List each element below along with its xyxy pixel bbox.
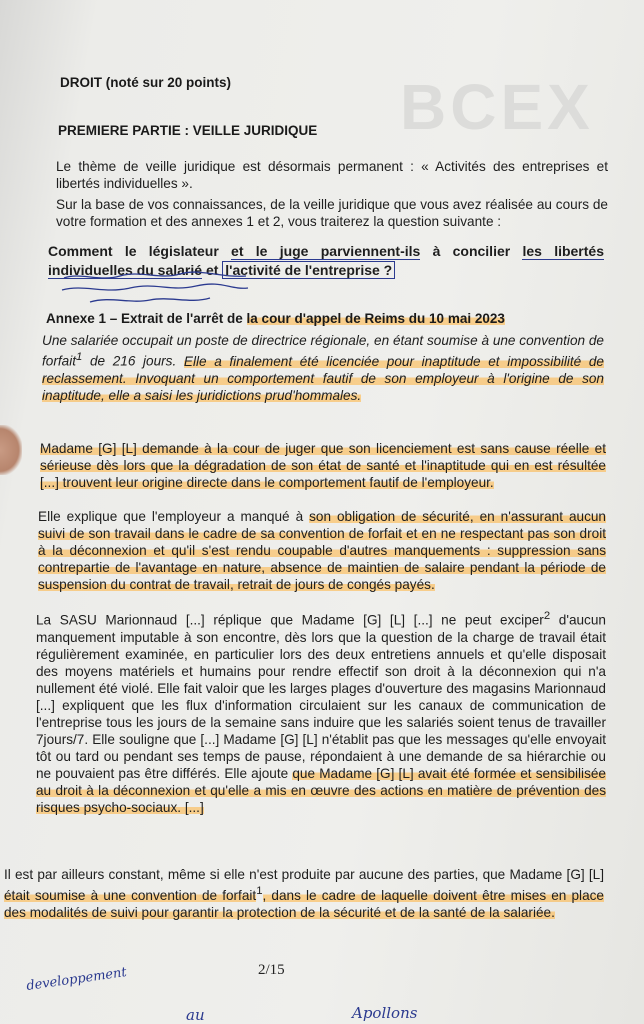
annex-label: Annexe 1 – Extrait de l'arrêt de bbox=[46, 311, 247, 326]
paragraph-replique-a: La SASU Marionnaud [...] réplique que Madame [G] [L] [...] ne peut exciper bbox=[36, 612, 544, 628]
question-part-c: à concilier bbox=[420, 243, 523, 259]
paragraph-replique bbox=[36, 608, 606, 816]
footnote-ref-1b: 1 bbox=[256, 885, 263, 897]
handwritten-note-left: developpement bbox=[25, 965, 128, 994]
footnote-ref-1: 1 bbox=[76, 351, 83, 363]
paragraph-replique-b: d'aucun manquement imputable à son encontre, dès lors que la question de la charge de travail était régulièrement examinée, en particulier lors des deux entretiens annuels et qu'elle disposait des moyens matériels et humains pour rendre effectif son droit à la déconnexion qui n'a nullement été violé. Elle fait valoir que les larges plages d'ouverture des magasins Marionnaud [...] expliquent que les flux d'information circulaient sur les canaux de communication de l'entreprise tous les jours de la semaine sans induire que les salariés soient tenus de travailler 7jours/7. Elle souligne que [...] Madame [G] [L] n'établit pas que les messages qu'elle envoyait tôt ou tard ou pendant ses temps de pause, répondaient à une demande de sa hiérarchie ou ne pouvaient pas être différés. Elle ajoute bbox=[36, 612, 606, 781]
intro-paragraph-1: Le thème de veille juridique est désormais permanent : « Activités des entreprises et libertés individuelles ». bbox=[56, 159, 608, 191]
page-number: 2/15 bbox=[258, 962, 285, 978]
paragraph-explique-b: son obligation de sécurité, en n'assurant aucun suivi de son travail dans le cadre de sa convention de forfait et en ne respectant pas son droit à la déconnexion et qu'il s'est rendu coupable d'autres manquements : suppression sans contrepartie de l'avantage en nature, absence de maintien de salaire pendant la période de suspension du contrat de travail, retrait de jours de congés payés. bbox=[38, 509, 606, 592]
thumb-shadow bbox=[0, 425, 22, 475]
paragraph-replique-c: que Madame [G] [L] avait été formée et sensibilisée au droit à la déconnexion et qu'elle a mis en œuvre des actions en matière de prévention des risques psycho-sociaux. [...] bbox=[36, 765, 606, 815]
paragraph-constant-c: , dans le cadre de laquelle doivent être mises en place des modalités de suivi pour garantir la protection de la sécurité et de la santé de la salariée. bbox=[4, 887, 604, 920]
summary-c: Elle a finalement été licenciée pour inaptitude et impossibilité de reclassement. Invoquant un comportement fautif de son employeur à l'origine de son inaptitude, elle a saisi les juridictions prud'hommales. bbox=[42, 353, 604, 403]
paragraph-constant-a: Il est par ailleurs constant, même si elle n'est produite par aucune des parties, que Madame [G] [L] bbox=[4, 867, 604, 882]
paragraph-constant bbox=[4, 866, 604, 921]
paragraph-demande bbox=[40, 440, 606, 491]
question-part-d: les libertés individuelles du salarié bbox=[48, 243, 604, 278]
summary-a: Une salariée occupait un poste de directrice régionale, en étant soumise à une convention de forfait bbox=[42, 333, 604, 369]
summary-b: de 216 jours. bbox=[82, 353, 184, 369]
paragraph-constant-b: était soumise à une convention de forfait bbox=[4, 887, 257, 903]
paragraph-explique-a: Elle explique que l'employeur a manqué à bbox=[38, 509, 310, 524]
intro-paragraph-2: Sur la base de vos connaissances, de la veille juridique que vous avez réalisée au cours de votre formation et des annexes 1 et 2, vous traiterez la question suivante : bbox=[56, 197, 608, 229]
watermark-logo: BCEX bbox=[400, 71, 594, 143]
section-title: DROIT (noté sur 20 points) bbox=[60, 75, 232, 90]
part-title: PREMIERE PARTIE : VEILLE JURIDIQUE bbox=[58, 123, 318, 138]
question-part-e: et bbox=[202, 262, 223, 278]
handwritten-note-bottom-mid: au bbox=[186, 1006, 205, 1024]
annex-label-highlight: la cour d'appel de Reims du 10 mai 2023 bbox=[246, 311, 505, 326]
question-part-f: l'activité de l'entreprise ? bbox=[222, 261, 395, 279]
question-part-a: Comment le législateur bbox=[48, 243, 232, 259]
paragraph-demande-text: Madame [G] [L] demande à la cour de juger que son licenciement est sans cause réelle et sérieuse dès lors que la dégradation de son état de santé et l'inaptitude qui en est résultée [...] trouvent leur origine directe dans le comportement fautif de l'employeur. bbox=[40, 441, 606, 490]
handwritten-note-bottom-right: Apollons bbox=[352, 1004, 418, 1022]
paragraph-explique bbox=[38, 508, 606, 593]
footnote-ref-2: 2 bbox=[543, 610, 551, 622]
handwritten-scribble bbox=[60, 270, 250, 308]
case-summary bbox=[42, 332, 604, 404]
question-part-b: et le juge parviennent-ils bbox=[231, 243, 421, 259]
annex-title bbox=[46, 310, 505, 327]
